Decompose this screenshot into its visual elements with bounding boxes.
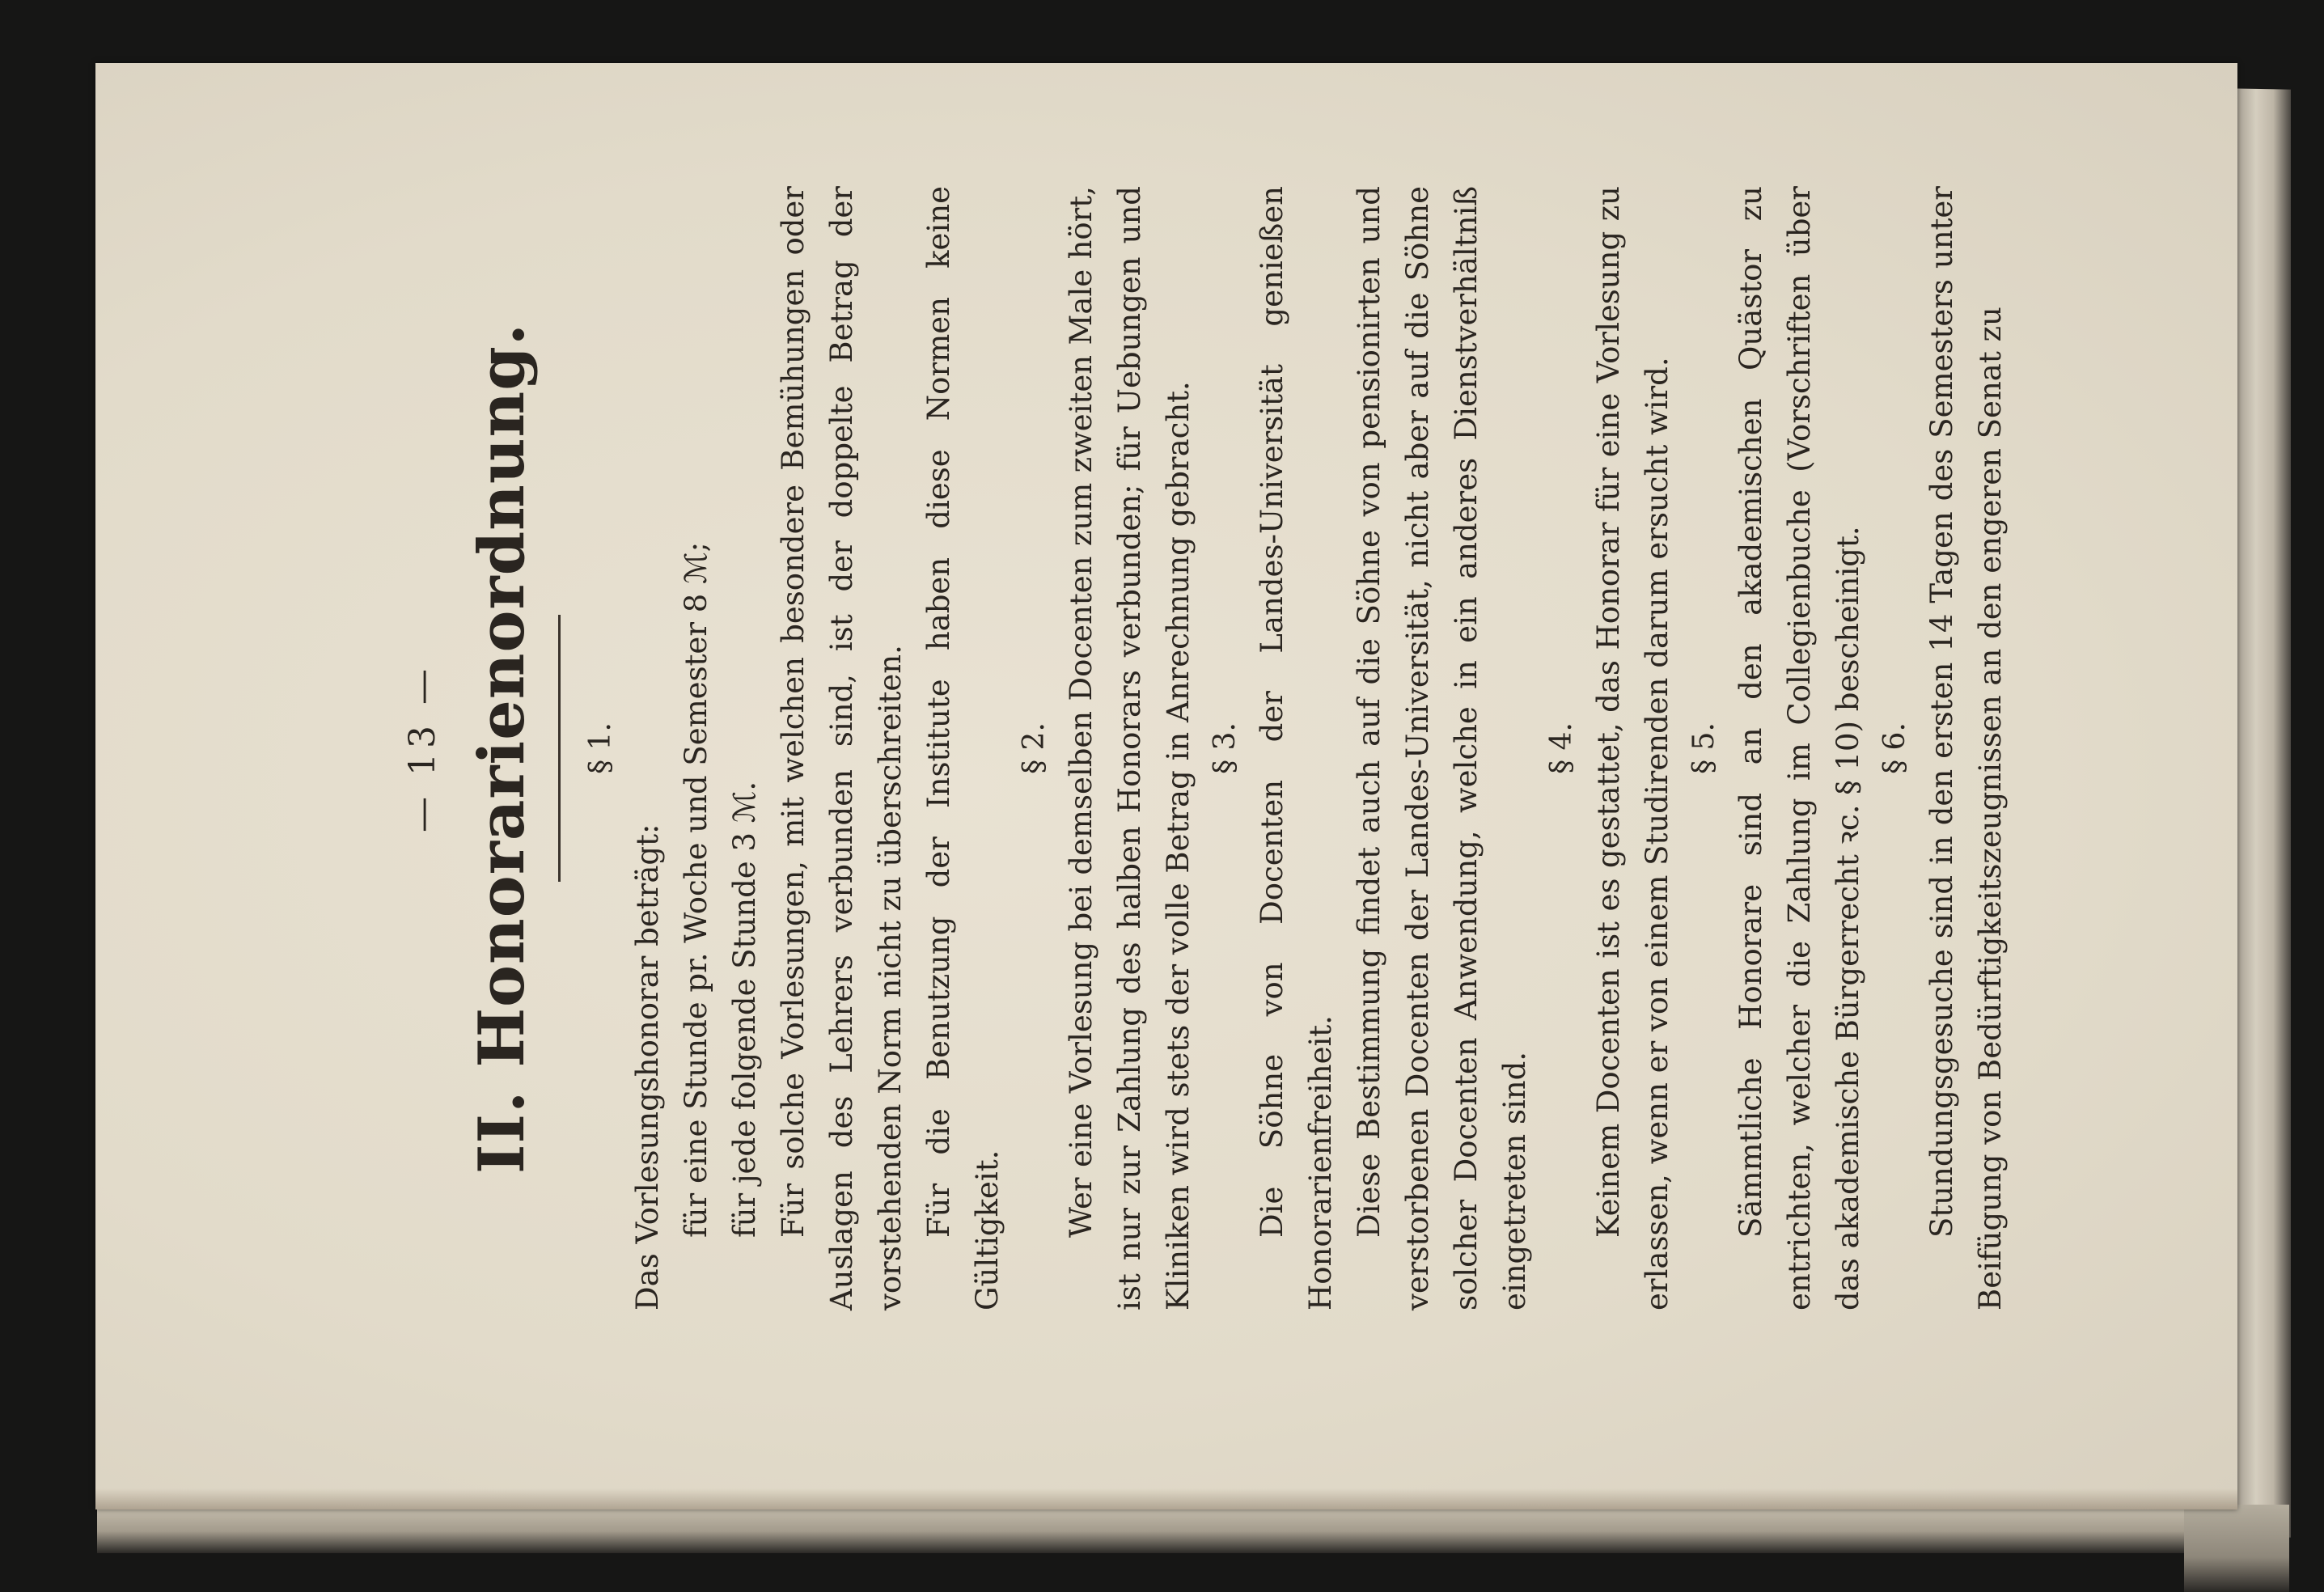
page-stack-corner	[2184, 1505, 2289, 1592]
list-line: für jede folgende Stunde 3 ℳ.	[727, 781, 762, 1238]
paragraph: Für die Benutzung der Institute haben diese Normen keine Gültigkeit.	[921, 186, 1005, 1310]
paragraph: Für solche Vorlesungen, mit welchen besondere Bemühungen oder Auslagen des Lehrers verbunden sind, ist der doppelte Betrag der vorstehenden Norm nicht zu überschreiten.	[776, 186, 908, 1310]
page-title: II. Honorarienordnung.	[465, 323, 539, 1174]
rotated-text-block	[388, 186, 2008, 1310]
paragraph: Das Vorlesungshonorar beträgt:	[630, 824, 665, 1310]
paragraph: Wer eine Vorlesung bei demselben Docenten zum zweiten Male hört, ist nur zur Zahlung des halben Honorars verbunden; für Uebungen und Kliniken wird stets der volle Betrag in Anrechnung gebracht.	[1064, 186, 1196, 1310]
section-heading-4: § 4.	[1545, 722, 1578, 774]
section-heading-2: § 2.	[1018, 722, 1051, 774]
list-line: für eine Stunde pr. Woche und Semester 8 ℳ;	[679, 541, 713, 1238]
page-stack-right	[2233, 88, 2291, 1537]
paragraph: Die Söhne von Docenten der Landes-Universität genießen Honorarienfreiheit.	[1255, 186, 1338, 1310]
paragraph: Diese Bestimmung findet auch auf die Söhne von pensionirten und verstorbenen Docenten der Landes-Universität, nicht aber auf die Söhne solcher Docenten Anwendung, welche in ein anderes Dienstverhältniß eingetreten sind.	[1352, 186, 1532, 1310]
paragraph: Stundungsgesuche sind in den ersten 14 Tagen des Semesters unter Beifügung von Bedürftigkeitszeugnissen an den engeren Senat zu	[1924, 186, 2008, 1310]
paragraph: Sämmtliche Honorare sind an den akademischen Quästor zu entrichten, welcher die Zahlung im Collegienbuche (Vorschriften über das akademische Bürgerrecht ꝛc. § 10) bescheinigt.	[1733, 186, 1865, 1310]
paragraph: Keinem Docenten ist es gestattet, das Honorar für eine Vorlesung zu erlassen, wenn er von einem Studirenden darum ersucht wird.	[1591, 186, 1674, 1310]
page-gutter	[95, 1488, 2237, 1509]
title-rule	[558, 615, 561, 882]
section-heading-3: § 3.	[1209, 722, 1242, 774]
section-heading-1: § 1.	[584, 722, 617, 774]
page-number: — 13 —	[402, 664, 443, 832]
section-heading-6: § 6.	[1878, 722, 1911, 774]
page-stack-bottom	[97, 1505, 2281, 1553]
section-heading-5: § 5.	[1687, 722, 1721, 774]
